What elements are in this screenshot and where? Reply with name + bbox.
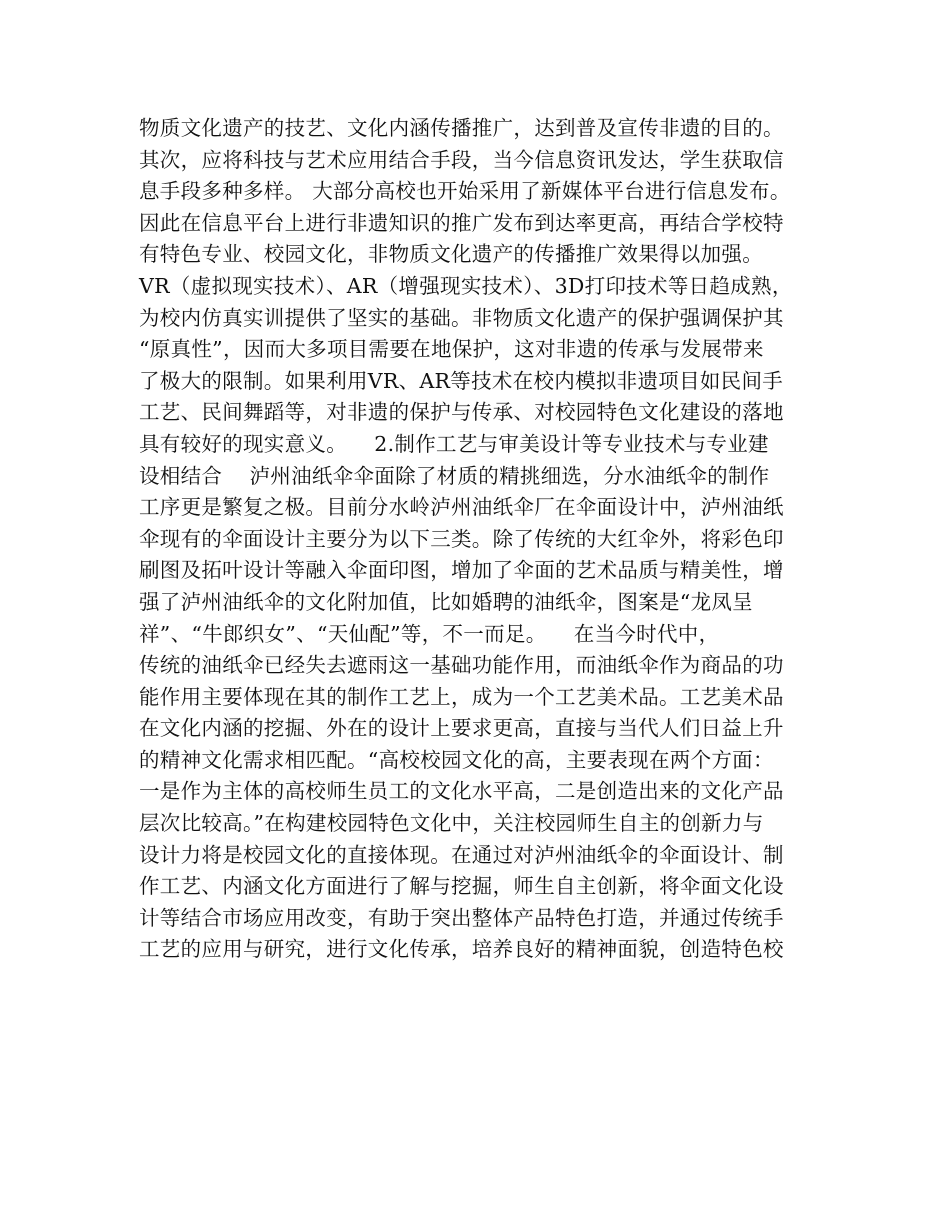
text-line: 因此在信息平台上进行非遗知识的推广发布到达率更高，再结合学校特 <box>139 210 784 235</box>
text-line: 层次比较高。”在构建校园特色文化中，关注校园师生自主的创新力与 <box>139 811 764 836</box>
text-line: 物质文化遗产的技艺、文化内涵传播推广，达到普及宣传非遗的目的。 <box>139 116 784 140</box>
text-line: 具有较好的现实意义。 2.制作工艺与审美设计等专业技术与专业建 <box>139 431 769 456</box>
text-line: 伞现有的伞面设计主要分为以下三类。除了传统的大红伞外，将彩色印 <box>139 526 784 551</box>
text-line: 其次，应将科技与艺术应用结合手段，当今信息资讯发达，学生获取信 <box>139 147 784 172</box>
text-line: 传统的油纸伞已经失去遮雨这一基础功能作用，而油纸伞作为商品的功 <box>139 653 784 678</box>
text-line: 工艺的应用与研究，进行文化传承，培养良好的精神面貌，创造特色校 <box>139 937 784 962</box>
text-line: 强了泸州油纸伞的文化附加值，比如婚聘的油纸伞，图案是“龙凤呈 <box>139 589 753 614</box>
body-text <box>139 113 839 966</box>
text-line: 设相结合 泸州油纸伞伞面除了材质的精挑细选，分水油纸伞的制作 <box>139 463 770 488</box>
text-line: “原真性”，因而大多项目需要在地保护，这对非遗的传承与发展带来 <box>139 337 764 362</box>
text-line: VR（虚拟现实技术）、AR（增强现实技术）、3D打印技术等日趋成熟， <box>139 273 793 298</box>
text-line: 作工艺、内涵文化方面进行了解与挖掘，师生自主创新，将伞面文化设 <box>139 874 784 899</box>
text-line: 设计力将是校园文化的直接体现。在通过对泸州油纸伞的伞面设计、制 <box>139 842 784 867</box>
text-line: 能作用主要体现在其的制作工艺上，成为一个工艺美术品。工艺美术品 <box>139 684 784 709</box>
text-line: 了极大的限制。如果利用VR、AR等技术在校内模拟非遗项目如民间手 <box>139 368 784 393</box>
text-line: 祥”、“牛郎织女”、“天仙配”等，不一而足。 在当今时代中， <box>139 621 720 646</box>
text-line: 一是作为主体的高校师生员工的文化水平高，二是创造出来的文化产品 <box>139 779 784 804</box>
text-line: 工艺、民间舞蹈等，对非遗的保护与传承、对校园特色文化建设的落地 <box>139 400 784 425</box>
text-line: 工序更是繁复之极。目前分水岭泸州油纸伞厂在伞面设计中，泸州油纸 <box>139 495 784 520</box>
text-line: 有特色专业、校园文化，非物质文化遗产的传播推广效果得以加强。 <box>139 242 763 267</box>
text-line: 息手段多种多样。 大部分高校也开始采用了新媒体平台进行信息发布。 <box>139 179 791 204</box>
text-line: 计等结合市场应用改变，有助于突出整体产品特色打造，并通过传统手 <box>139 905 784 930</box>
text-line: 为校内仿真实训提供了坚实的基础。非物质文化遗产的保护强调保护其 <box>139 305 784 330</box>
text-line: 的精神文化需求相匹配。“高校校园文化的高，主要表现在两个方面： <box>139 747 774 772</box>
text-line: 在文化内涵的挖掘、外在的设计上要求更高，直接与当代人们日益上升 <box>139 716 784 741</box>
text-line: 刷图及拓叶设计等融入伞面印图，增加了伞面的艺术品质与精美性，增 <box>139 558 784 583</box>
